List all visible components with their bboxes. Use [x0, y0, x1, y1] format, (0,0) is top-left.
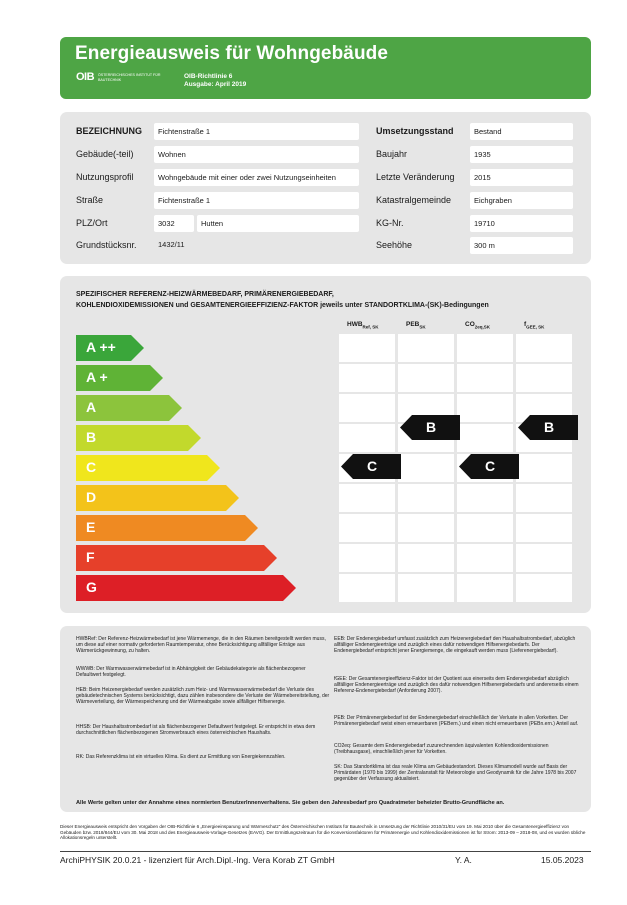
scale-cell [398, 544, 454, 572]
seehoehe-value: 300 m [470, 237, 573, 254]
column-header-4 [524, 321, 544, 329]
energy-class-shape [76, 455, 220, 481]
scale-cell [516, 514, 572, 542]
plz-value: 3032 [154, 215, 194, 232]
strasse-label: Straße [76, 195, 104, 205]
energy-class-arrow [76, 545, 277, 571]
ort-value: Hutten [197, 215, 359, 232]
scale-cell [516, 334, 572, 362]
footer-initials: Y. A. [455, 855, 472, 865]
note-eeb: EEB: Der Endenergiebedarf umfasst zusätzlich zum Heizenergiebedarf den Haushaltsstrombedarf, abzüglich allfälliger Endenergieerträge und zuzüglich eines dafür notwendigen Hilfsenergiebedarfs. Der Endenergiebedarf entspricht jener Energiemenge, die eingekauft werden muss (Lieferenergiebedarf). [334, 636, 576, 655]
header-banner [60, 37, 591, 99]
note-sk: SK: Das Standortklima ist das reale Klima am Gebäudestandort. Dieses Klimamodell wurde auf Basis der Primärdaten (1970 bis 1999) der Zentralanstalt für Meteorologie und Geodynamik für die Jahre 1978 bis 2007 gegenüber der Verfassung aktualisiert. [334, 764, 577, 783]
scale-cell [339, 364, 395, 392]
grundstueck-value: 1432/11 [158, 240, 185, 249]
footer-legal-text: Dieser Energieausweis entspricht den Vorgaben der OIB-Richtlinie 6 „Energieeinsparung und Wärmeschutz“ des Österreichischen Instituts für Bautechnik in Umsetzung der Richtlinie 2010/31/EU vom 19. Mai 2010 über die Gesamtenergieeffizienz von Gebäuden bzw. 2018/844/EU vom 30. Mai 2018 und des Energieausweis-Vorlage-Gesetzes (EAVG). Der Ermittlungszeitraum für die Konversionsfaktoren für Primärenergie und Kohlendioxidemissionen ist für Strom: 2013-09 – 2018-08, und es wurden übliche Allokationsregeln unterstellt. [60, 824, 586, 841]
scale-cell [398, 454, 454, 482]
scale-cell [457, 394, 513, 422]
energy-class-shape [76, 545, 277, 571]
rating-marker-label: B [544, 418, 555, 435]
note-peb: PEB: Der Primärenergiebedarf ist der Endenergiebedarf einschließlich der Verluste in allen Vorketten. Der Primärenergiebedarf weist einen erneuerbaren (PEBern.) und einen nicht erneuerbaren (PEBn.ern.) Anteil auf. [334, 715, 579, 728]
note-alle-werte: Alle Werte gelten unter der Annahme eines normierten BenutzerInnenverhaltens. Sie geben den Jahresbedarf pro Quadratmeter beheizter Brutto-Grundfläche an. [76, 800, 505, 806]
energy-class-arrow [76, 335, 144, 361]
umsetzung-value: Bestand [470, 123, 573, 140]
scale-cell [457, 424, 513, 452]
rating-marker-label: C [485, 457, 496, 474]
column-header-main: HWB [347, 321, 363, 328]
note-hhsb: HHSB: Der Haushaltsstrombedarf ist als flächenbezogener Defaultwert festgelegt. Er entspricht in etwa dem durchschnittlichen flächenbezogenen Stromverbrauch eines österreichischen Haushalts. [76, 724, 316, 737]
column-header-1 [347, 321, 379, 329]
gebaeude-value: Wohnen [154, 146, 359, 163]
kg-value: 19710 [470, 215, 573, 232]
energy-class-shape [76, 575, 296, 601]
baujahr-value: 1935 [470, 146, 573, 163]
grundstueck-label: Grundstücksnr. [76, 240, 137, 250]
plz-ort-label: PLZ/Ort [76, 218, 108, 228]
column-header-main: PEB [406, 321, 420, 328]
katastral-label: Katastralgemeinde [376, 195, 452, 205]
column-header-sub: 2eq,SK [474, 324, 491, 330]
note-rk: RK: Das Referenzklima ist ein virtuelles Klima. Es dient zur Ermittlung von Energiekennzahlen. [76, 754, 286, 760]
richtlinie-info [184, 73, 246, 89]
energy-class-arrow [76, 425, 201, 451]
scale-cell [398, 514, 454, 542]
rating-marker-3 [459, 454, 519, 479]
scale-cell [516, 454, 572, 482]
footer-software: ArchiPHYSIK 20.0.21 - lizenziert für Arch.Dipl.-Ing. Vera Korab ZT GmbH [60, 855, 335, 865]
kg-label: KG-Nr. [376, 218, 404, 228]
column-header-2 [406, 321, 426, 329]
energy-class-arrow [76, 455, 220, 481]
footer-divider [60, 851, 591, 852]
energy-class-label: D [86, 489, 97, 505]
scale-cell [457, 544, 513, 572]
energy-class-label: G [86, 579, 97, 595]
definitions-panel [60, 626, 591, 812]
baujahr-label: Baujahr [376, 149, 408, 159]
scale-cell [457, 514, 513, 542]
scale-cell [457, 364, 513, 392]
scale-cell [398, 574, 454, 602]
scale-cell [339, 424, 395, 452]
energy-class-arrow [76, 515, 258, 541]
scale-cell [516, 364, 572, 392]
rating-marker-1 [341, 454, 401, 479]
column-header-sub: SK [419, 324, 426, 330]
rating-marker-label: B [426, 418, 437, 435]
note-hwb: HWBRef: Der Referenz-Heizwärmebedarf ist jene Wärmemenge, die in den Räumen bereitgestellt werden muss, um diese auf einer normativ geforderten Raumtemperatur, ohne Berücksichtigung allfälliger Erträge aus Wärmerückgewinnung, zu halten. [76, 636, 326, 655]
scale-cell [398, 334, 454, 362]
note-wwwb: WWWB: Der Warmwasserwärmebedarf ist in Abhängigkeit der Gebäudekategorie als flächenbezogener Defaultwert festgelegt. [76, 666, 306, 679]
scale-cell [339, 514, 395, 542]
energy-class-label: E [86, 519, 96, 535]
ausgabe-label: Ausgabe: April 2019 [184, 81, 247, 88]
page-title: Energieausweis für Wohngebäude [75, 43, 389, 64]
note-co2: CO2eq: Gesamte dem Endenergiebedarf zuzurechnenden äquivalenten Kohlendioxidemissionen (Treibhausgase), einschließlich jener für Vorketten. [334, 743, 549, 756]
energy-class-arrow [76, 365, 163, 391]
energy-title-line1: SPEZIFISCHER REFERENZ-HEIZWÄRMEBEDARF, PRIMÄRENERGIEBEDARF, [76, 291, 334, 298]
building-info-panel [60, 112, 591, 264]
bezeichnung-value: Fichtenstraße 1 [154, 123, 359, 140]
nutzungsprofil-label: Nutzungsprofil [76, 172, 134, 182]
katastral-value: Eichgraben [470, 192, 573, 209]
footer-date: 15.05.2023 [541, 855, 584, 865]
veraenderung-label: Letzte Veränderung [376, 172, 455, 182]
note-heb: HEB: Beim Heizenergiebedarf werden zusätzlich zum Heiz- und Warmwasserwärmebedarf die Verluste des gebäudetechnischen Systems berücksichtigt, dazu zählen insbesondere die Verluste der Wärmebereitstellung, der Wärmeverteilung, der Wärmespeicherung und der Wärmeabgabe sowie allfälliger Hilfsenergie. [76, 687, 330, 706]
energy-class-label: A [86, 399, 97, 415]
energy-class-label: B [86, 429, 97, 445]
gebaeude-label: Gebäude(-teil) [76, 149, 134, 159]
energy-class-label: C [86, 459, 97, 475]
scale-cell [457, 574, 513, 602]
note-fgee: fGEE: Der Gesamtenergieeffizienz-Faktor ist der Quotient aus einerseits dem Endenergiebedarf abzüglich allfälliger Endenergieerträge und zuzüglich des dafür notwendigen Hilfsenergiebedarfs und andererseits einem Referenz-Endenergiebedarf (Anforderung 2007). [334, 676, 579, 695]
energy-class-shape [76, 485, 239, 511]
scale-cell [457, 484, 513, 512]
seehoehe-label: Seehöhe [376, 240, 413, 250]
rating-marker-2 [400, 415, 460, 440]
scale-cell [339, 574, 395, 602]
column-header-3 [465, 321, 490, 329]
energy-class-arrow [76, 575, 296, 601]
scale-cell [339, 394, 395, 422]
scale-cell [516, 544, 572, 572]
strasse-value: Fichtenstraße 1 [154, 192, 359, 209]
scale-cell [398, 484, 454, 512]
oib-logo: OIB [76, 71, 95, 83]
umsetzung-label: Umsetzungsstand [376, 126, 454, 136]
nutzungsprofil-value: Wohngebäude mit einer oder zwei Nutzungseinheiten [154, 169, 359, 186]
scale-cell [398, 364, 454, 392]
energy-class-shape [76, 515, 258, 541]
oib-logo-subtitle: ÖSTERREICHISCHES INSTITUT FÜR BAUTECHNIK [98, 73, 161, 82]
energy-scale-panel [60, 276, 591, 613]
bezeichnung-label: BEZEICHNUNG [76, 126, 143, 136]
energy-class-label: A + [86, 369, 108, 385]
scale-cell [339, 544, 395, 572]
veraenderung-value: 2015 [470, 169, 573, 186]
energy-class-arrow [76, 485, 239, 511]
column-header-sub: Ref, SK [362, 324, 379, 330]
richtlinie-label: OIB-Richtlinie 6 [184, 73, 233, 80]
scale-cell [516, 484, 572, 512]
column-header-sub: GEE, SK [526, 324, 545, 330]
scale-cell [339, 334, 395, 362]
energy-class-arrow [76, 395, 182, 421]
energy-title-line2: KOHLENDIOXIDEMISSIONEN und GESAMTENERGIEEFFIZIENZ-FAKTOR jeweils unter STANDORTKLIMA-(SK)-Bedingungen [76, 302, 489, 309]
energy-class-label: A ++ [86, 339, 116, 355]
rating-marker-label: C [367, 457, 378, 474]
rating-marker-4 [518, 415, 578, 440]
column-header-main: f [524, 321, 527, 328]
energy-class-label: F [86, 549, 95, 565]
scale-cell [339, 484, 395, 512]
column-header-main: CO [465, 321, 475, 328]
scale-cell [457, 334, 513, 362]
scale-cell [516, 574, 572, 602]
